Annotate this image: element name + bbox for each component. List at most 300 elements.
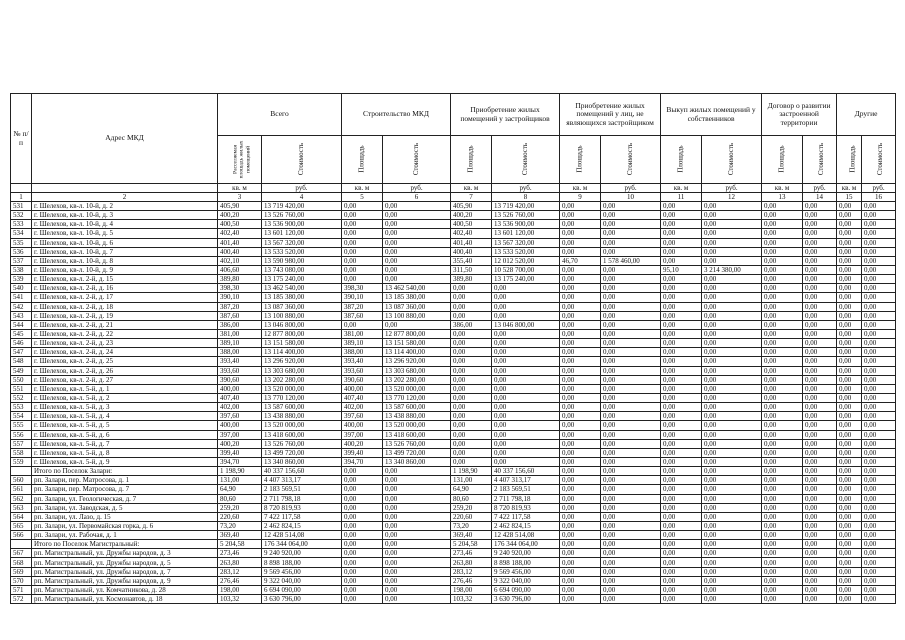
cost-cell: 0,00: [702, 348, 762, 357]
cost-cell: 0,00: [601, 476, 661, 485]
header-unit-cost: руб.: [492, 184, 560, 193]
cost-cell: 0,00: [803, 311, 837, 320]
cost-cell: 0,00: [862, 521, 896, 530]
cost-cell: 0,00: [803, 521, 837, 530]
cost-cell: 0,00: [492, 375, 560, 384]
header-area: Площадь: [342, 136, 383, 184]
area-cell: 0,00: [762, 540, 803, 549]
area-cell: 0,00: [837, 284, 862, 293]
cost-cell: 0,00: [803, 293, 837, 302]
area-cell: 0,00: [451, 284, 492, 293]
row-number: 535: [11, 238, 32, 247]
cost-cell: 0,00: [803, 531, 837, 540]
area-cell: 0,00: [661, 202, 702, 211]
row-number: 568: [11, 558, 32, 567]
address-cell: рп. Магистральный, ул. Дружбы народов, д. 7: [32, 567, 218, 576]
cost-cell: 0,00: [803, 211, 837, 220]
cost-cell: 0,00: [492, 457, 560, 466]
table-row: [11, 393, 896, 402]
area-cell: 369,40: [451, 531, 492, 540]
cost-cell: 0,00: [702, 467, 762, 476]
row-number: 566: [11, 531, 32, 540]
area-cell: 0,00: [560, 494, 601, 503]
cost-cell: 0,00: [702, 421, 762, 430]
cost-cell: 0,00: [383, 595, 451, 604]
cost-cell: 0,00: [601, 494, 661, 503]
row-number: 534: [11, 229, 32, 238]
area-cell: 0,00: [837, 485, 862, 494]
cost-cell: 0,00: [492, 293, 560, 302]
area-cell: 0,00: [661, 311, 702, 320]
cost-cell: 0,00: [702, 229, 762, 238]
area-cell: 399,40: [218, 448, 262, 457]
cost-cell: 0,00: [492, 430, 560, 439]
area-cell: 0,00: [762, 558, 803, 567]
address-cell: г. Шелехов, кв-л. 10-й, д. 7: [32, 247, 218, 256]
row-number: 552: [11, 393, 32, 402]
row-number: 531: [11, 202, 32, 211]
cost-cell: 0,00: [492, 412, 560, 421]
area-cell: 0,00: [342, 531, 383, 540]
area-cell: 0,00: [661, 512, 702, 521]
area-cell: 397,60: [342, 412, 383, 421]
cost-cell: 13 743 080,00: [262, 265, 342, 274]
area-cell: 0,00: [762, 430, 803, 439]
cost-cell: 0,00: [803, 485, 837, 494]
address-cell: г. Шелехов, кв-л. 2-й, д. 24: [32, 348, 218, 357]
cost-cell: 0,00: [862, 567, 896, 576]
cost-cell: 0,00: [702, 448, 762, 457]
cost-cell: 0,00: [383, 540, 451, 549]
area-cell: 0,00: [762, 412, 803, 421]
area-cell: 46,70: [560, 256, 601, 265]
cost-cell: 0,00: [862, 448, 896, 457]
area-cell: 401,40: [451, 238, 492, 247]
cost-cell: 13 770 120,00: [262, 393, 342, 402]
area-cell: 387,60: [218, 311, 262, 320]
cost-cell: 0,00: [702, 531, 762, 540]
area-cell: 0,00: [762, 448, 803, 457]
area-cell: 0,00: [661, 256, 702, 265]
area-cell: 0,00: [837, 576, 862, 585]
cost-cell: 0,00: [803, 567, 837, 576]
area-cell: 0,00: [560, 430, 601, 439]
cost-cell: 0,00: [862, 348, 896, 357]
area-cell: 0,00: [451, 403, 492, 412]
address-cell: рп. Залари, ул. Первомайская горка, д. 6: [32, 521, 218, 530]
cost-cell: 0,00: [492, 339, 560, 348]
cost-cell: 13 587 600,00: [262, 403, 342, 412]
area-cell: 0,00: [837, 247, 862, 256]
area-cell: 0,00: [342, 247, 383, 256]
cost-cell: 13 526 760,00: [262, 439, 342, 448]
cost-cell: 0,00: [702, 375, 762, 384]
area-cell: 0,00: [762, 585, 803, 594]
cost-cell: 12 012 520,00: [492, 256, 560, 265]
cost-cell: 13 296 920,00: [262, 357, 342, 366]
cost-cell: 0,00: [702, 284, 762, 293]
header-area: Площадь: [661, 136, 702, 184]
area-cell: 0,00: [837, 256, 862, 265]
table-row: [11, 531, 896, 540]
cost-cell: 13 719 420,00: [262, 202, 342, 211]
area-cell: 400,00: [342, 421, 383, 430]
area-cell: 0,00: [762, 302, 803, 311]
area-cell: 103,32: [451, 595, 492, 604]
area-cell: 0,00: [560, 393, 601, 402]
area-cell: 390,10: [342, 293, 383, 302]
area-cell: 263,80: [218, 558, 262, 567]
column-number: 4: [262, 193, 342, 202]
area-cell: 393,40: [342, 357, 383, 366]
area-cell: 0,00: [762, 595, 803, 604]
area-cell: 387,20: [218, 302, 262, 311]
address-cell: г. Шелехов, кв-л. 5-й, д. 2: [32, 393, 218, 402]
area-cell: 400,00: [218, 384, 262, 393]
cost-cell: 13 536 900,00: [492, 220, 560, 229]
area-cell: 400,20: [218, 211, 262, 220]
cost-cell: 0,00: [601, 302, 661, 311]
cost-cell: 0,00: [492, 284, 560, 293]
area-cell: 95,10: [661, 265, 702, 274]
area-cell: 0,00: [837, 540, 862, 549]
cost-cell: 13 296 920,00: [383, 357, 451, 366]
cost-cell: 13 114 400,00: [262, 348, 342, 357]
address-cell: рп. Залари, ул. Заводская, д. 5: [32, 503, 218, 512]
area-cell: 0,00: [661, 229, 702, 238]
area-cell: 0,00: [762, 375, 803, 384]
cost-cell: 0,00: [702, 540, 762, 549]
cost-cell: 0,00: [803, 302, 837, 311]
area-cell: 0,00: [560, 375, 601, 384]
area-cell: 0,00: [661, 375, 702, 384]
cost-cell: 13 151 580,00: [383, 339, 451, 348]
table-row: [11, 549, 896, 558]
cost-cell: 0,00: [862, 421, 896, 430]
area-cell: 400,00: [342, 384, 383, 393]
area-cell: 0,00: [837, 531, 862, 540]
area-cell: 0,00: [451, 412, 492, 421]
area-cell: 407,40: [342, 393, 383, 402]
cost-cell: 13 438 880,00: [383, 412, 451, 421]
area-cell: 0,00: [762, 275, 803, 284]
cost-cell: 0,00: [702, 403, 762, 412]
cost-cell: 0,00: [601, 329, 661, 338]
table-row: [11, 211, 896, 220]
area-cell: 0,00: [837, 238, 862, 247]
cost-cell: 0,00: [601, 393, 661, 402]
cost-cell: 0,00: [702, 393, 762, 402]
cost-cell: 13 462 540,00: [383, 284, 451, 293]
cost-cell: 13 533 520,00: [262, 247, 342, 256]
area-cell: 405,90: [451, 202, 492, 211]
area-cell: 0,00: [661, 485, 702, 494]
cost-cell: 0,00: [383, 229, 451, 238]
area-cell: 0,00: [762, 329, 803, 338]
cost-cell: 0,00: [601, 357, 661, 366]
cost-cell: 13 520 000,00: [383, 384, 451, 393]
cost-cell: 13 601 120,00: [492, 229, 560, 238]
area-cell: 389,80: [451, 275, 492, 284]
header-unit-area: кв. м: [451, 184, 492, 193]
area-cell: 0,00: [661, 476, 702, 485]
area-cell: 80,60: [218, 494, 262, 503]
area-cell: 73,20: [218, 521, 262, 530]
area-cell: 0,00: [762, 357, 803, 366]
table-row: [11, 494, 896, 503]
cost-cell: 0,00: [601, 503, 661, 512]
area-cell: 220,60: [218, 512, 262, 521]
area-cell: 0,00: [560, 457, 601, 466]
table-row: [11, 275, 896, 284]
address-cell: г. Шелехов, кв-л. 2-й, д. 15: [32, 275, 218, 284]
area-cell: 397,60: [218, 412, 262, 421]
area-cell: 0,00: [762, 521, 803, 530]
row-number: 557: [11, 439, 32, 448]
area-cell: 0,00: [560, 521, 601, 530]
area-cell: 0,00: [661, 275, 702, 284]
cost-cell: 0,00: [702, 412, 762, 421]
cost-cell: 13 536 900,00: [262, 220, 342, 229]
table-row: [11, 375, 896, 384]
cost-cell: 13 151 580,00: [262, 339, 342, 348]
cost-cell: 13 590 980,00: [262, 256, 342, 265]
cost-cell: 0,00: [601, 311, 661, 320]
cost-cell: 13 526 760,00: [262, 211, 342, 220]
area-cell: 0,00: [560, 412, 601, 421]
cost-cell: 4 407 313,17: [262, 476, 342, 485]
cost-cell: 9 322 040,00: [492, 576, 560, 585]
area-cell: 0,00: [451, 384, 492, 393]
cost-cell: 0,00: [803, 439, 837, 448]
address-cell: г. Шелехов, кв-л. 2-й, д. 25: [32, 357, 218, 366]
area-cell: 0,00: [762, 229, 803, 238]
table-row: [11, 229, 896, 238]
address-cell: рп. Магистральный, ул. Дружбы народов, д. 9: [32, 576, 218, 585]
area-cell: 0,00: [451, 293, 492, 302]
area-cell: 405,90: [218, 202, 262, 211]
area-cell: 389,10: [342, 339, 383, 348]
cost-cell: 0,00: [702, 503, 762, 512]
table-row: [11, 202, 896, 211]
header-unit-cost: руб.: [601, 184, 661, 193]
area-cell: 0,00: [451, 439, 492, 448]
address-cell: рп. Залари, пер. Матросова, д. 1: [32, 476, 218, 485]
area-cell: 220,60: [451, 512, 492, 521]
area-cell: 0,00: [661, 357, 702, 366]
area-cell: 387,20: [342, 302, 383, 311]
area-cell: 0,00: [560, 467, 601, 476]
table-row: [11, 485, 896, 494]
cost-cell: 0,00: [803, 393, 837, 402]
cost-cell: 9 322 040,00: [262, 576, 342, 585]
address-cell: г. Шелехов, кв-л. 5-й, д. 1: [32, 384, 218, 393]
table-row: [11, 302, 896, 311]
row-number: 547: [11, 348, 32, 357]
cost-cell: 0,00: [702, 293, 762, 302]
cost-cell: 0,00: [862, 293, 896, 302]
header-unit-area: кв. м: [661, 184, 702, 193]
cost-cell: 0,00: [803, 329, 837, 338]
area-cell: 0,00: [837, 375, 862, 384]
cost-cell: 13 567 320,00: [262, 238, 342, 247]
header-cost: Стоимость: [492, 136, 560, 184]
cost-cell: 13 438 880,00: [262, 412, 342, 421]
cost-cell: 13 462 540,00: [262, 284, 342, 293]
area-cell: 393,60: [342, 366, 383, 375]
row-number: 563: [11, 503, 32, 512]
cost-cell: 8 720 819,93: [262, 503, 342, 512]
cost-cell: 0,00: [601, 412, 661, 421]
column-number: 15: [837, 193, 862, 202]
cost-cell: 0,00: [601, 485, 661, 494]
cost-cell: 0,00: [803, 366, 837, 375]
table-row: [11, 311, 896, 320]
cost-cell: 8 898 188,00: [492, 558, 560, 567]
header-cost: Стоимость: [383, 136, 451, 184]
table-row: [11, 238, 896, 247]
row-number: 542: [11, 302, 32, 311]
cost-cell: 0,00: [862, 393, 896, 402]
area-cell: 0,00: [837, 211, 862, 220]
area-cell: 0,00: [342, 220, 383, 229]
cost-cell: 7 422 117,58: [262, 512, 342, 521]
area-cell: 0,00: [837, 503, 862, 512]
row-number: 567: [11, 549, 32, 558]
area-cell: 0,00: [837, 393, 862, 402]
area-cell: 400,50: [218, 220, 262, 229]
cost-cell: 0,00: [862, 467, 896, 476]
cost-cell: 0,00: [862, 366, 896, 375]
address-cell: г. Шелехов, кв-л. 5-й, д. 6: [32, 430, 218, 439]
area-cell: 400,20: [451, 211, 492, 220]
cost-cell: 0,00: [702, 211, 762, 220]
cost-cell: 0,00: [862, 558, 896, 567]
cost-cell: 0,00: [702, 202, 762, 211]
area-cell: 0,00: [837, 220, 862, 229]
row-number: 532: [11, 211, 32, 220]
table-row: [11, 503, 896, 512]
area-cell: 0,00: [661, 329, 702, 338]
address-cell: рп. Залари, пер. Матросова, д. 7: [32, 485, 218, 494]
area-cell: 0,00: [837, 357, 862, 366]
area-cell: 0,00: [837, 585, 862, 594]
table-row: [11, 284, 896, 293]
area-cell: 263,80: [451, 558, 492, 567]
cost-cell: 0,00: [862, 503, 896, 512]
column-number: 1: [11, 193, 32, 202]
area-cell: 0,00: [342, 540, 383, 549]
area-cell: 259,20: [451, 503, 492, 512]
area-cell: 73,20: [451, 521, 492, 530]
area-cell: 0,00: [342, 585, 383, 594]
area-cell: 0,00: [661, 393, 702, 402]
column-number: 5: [342, 193, 383, 202]
cost-cell: 2 462 824,15: [492, 521, 560, 530]
table-row: [11, 512, 896, 521]
area-cell: 0,00: [837, 549, 862, 558]
area-cell: 398,30: [342, 284, 383, 293]
area-cell: 283,12: [218, 567, 262, 576]
row-number: 553: [11, 403, 32, 412]
subtotal-row: [11, 467, 896, 476]
address-cell: Итого по Поселок Залари:: [32, 467, 218, 476]
cost-cell: 0,00: [862, 457, 896, 466]
area-cell: 397,00: [342, 430, 383, 439]
area-cell: 0,00: [661, 549, 702, 558]
area-cell: 0,00: [560, 238, 601, 247]
address-cell: г. Шелехов, кв-л. 10-й, д. 8: [32, 256, 218, 265]
table-row: [11, 558, 896, 567]
header-area: Площадь: [762, 136, 803, 184]
row-number: 543: [11, 311, 32, 320]
area-cell: 399,40: [342, 448, 383, 457]
table-row: [11, 403, 896, 412]
row-number: 556: [11, 430, 32, 439]
cost-cell: 0,00: [862, 531, 896, 540]
area-cell: 0,00: [560, 320, 601, 329]
area-cell: 0,00: [837, 467, 862, 476]
cost-cell: 0,00: [383, 320, 451, 329]
area-cell: 0,00: [661, 448, 702, 457]
area-cell: 0,00: [837, 567, 862, 576]
area-cell: 0,00: [560, 421, 601, 430]
header-resettled-area: Расселяемая площадь жилых помещений: [218, 136, 262, 184]
cost-cell: 40 337 156,60: [492, 467, 560, 476]
area-cell: 80,60: [451, 494, 492, 503]
cost-cell: 0,00: [383, 521, 451, 530]
cost-cell: 13 520 000,00: [262, 384, 342, 393]
cost-cell: 0,00: [383, 275, 451, 284]
cost-cell: 0,00: [383, 238, 451, 247]
row-number: 561: [11, 485, 32, 494]
row-number: 544: [11, 320, 32, 329]
cost-cell: 0,00: [803, 467, 837, 476]
header-unit-area: кв. м: [762, 184, 803, 193]
header-unit-area: кв. м: [342, 184, 383, 193]
row-number: 572: [11, 595, 32, 604]
cost-cell: 0,00: [803, 448, 837, 457]
cost-cell: 0,00: [601, 238, 661, 247]
area-cell: 0,00: [560, 357, 601, 366]
area-cell: 0,00: [837, 494, 862, 503]
area-cell: 390,10: [218, 293, 262, 302]
cost-cell: 0,00: [383, 549, 451, 558]
area-cell: 0,00: [560, 220, 601, 229]
area-cell: 0,00: [762, 284, 803, 293]
cost-cell: 0,00: [601, 202, 661, 211]
cost-cell: 0,00: [702, 567, 762, 576]
cost-cell: 3 630 796,00: [262, 595, 342, 604]
cost-cell: 0,00: [601, 448, 661, 457]
area-cell: 0,00: [661, 302, 702, 311]
area-cell: 0,00: [342, 576, 383, 585]
area-cell: 0,00: [560, 293, 601, 302]
row-number: [11, 467, 32, 476]
area-cell: 1 198,90: [451, 467, 492, 476]
cost-cell: 0,00: [862, 339, 896, 348]
header-address: Адрес МКД: [32, 94, 218, 184]
table-row: [11, 421, 896, 430]
cost-cell: 2 462 824,15: [262, 521, 342, 530]
cost-cell: 0,00: [601, 567, 661, 576]
area-cell: 273,46: [218, 549, 262, 558]
area-cell: 0,00: [661, 348, 702, 357]
area-cell: 381,00: [342, 329, 383, 338]
area-cell: 0,00: [837, 329, 862, 338]
area-cell: 0,00: [661, 521, 702, 530]
area-cell: 400,20: [218, 439, 262, 448]
